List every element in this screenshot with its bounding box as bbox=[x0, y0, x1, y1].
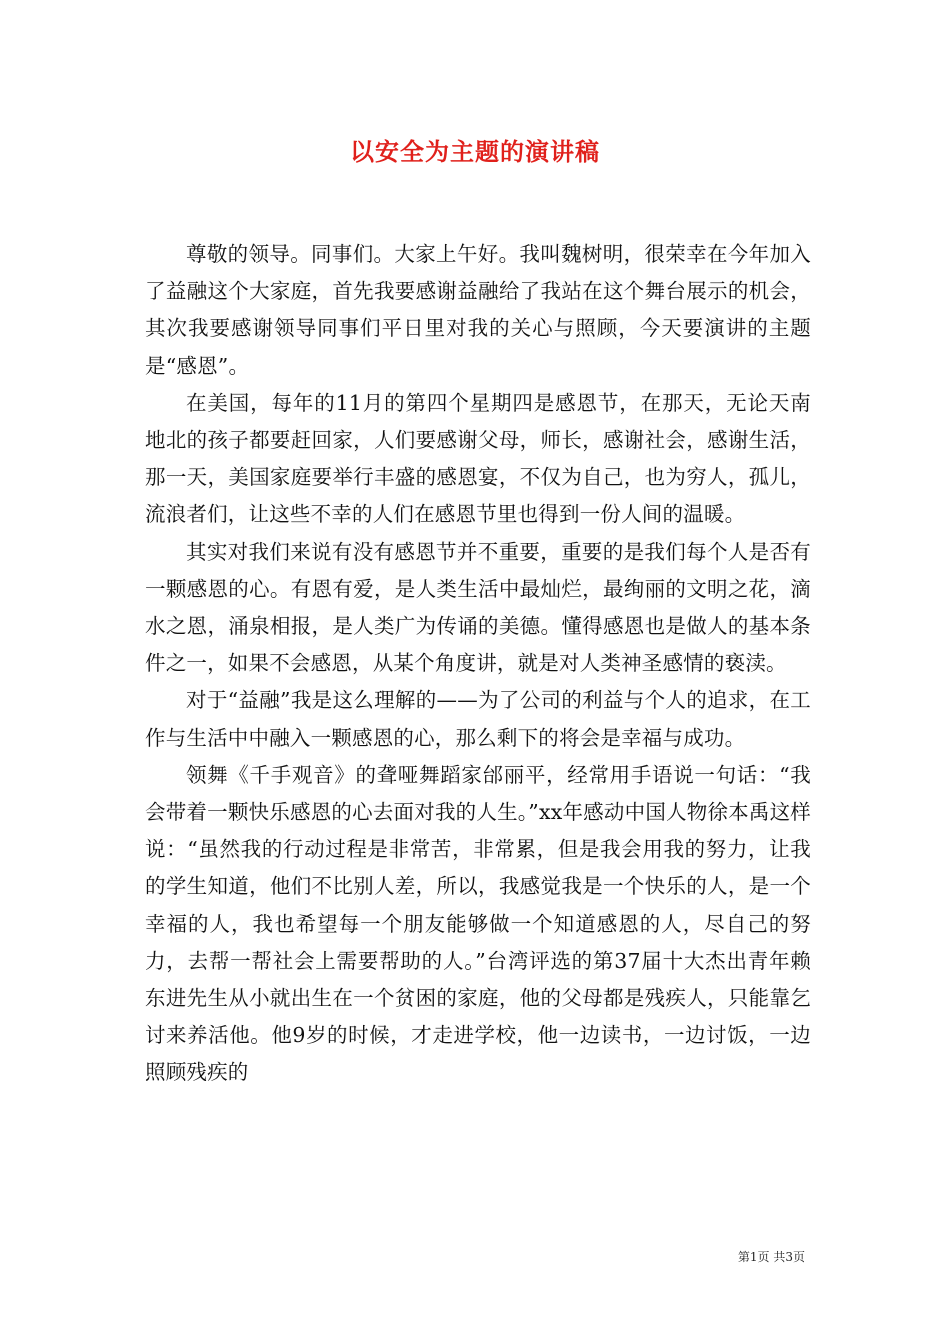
paragraph-3: 其实对我们来说有没有感恩节并不重要，重要的是我们每个人是否有一颗感恩的心。有恩有爱，是人类生活中最灿烂，最绚丽的文明之花，滴水之恩，涌泉相报，是人类广为传诵的美德。懂得感恩也是做人的基本条件之一，如果不会感恩，从某个角度讲，就是对人类神圣感情的亵渎。 bbox=[145, 539, 811, 676]
document-title: 以安全为主题的演讲稿 bbox=[350, 137, 600, 166]
paragraph-2: 在美国，每年的11月的第四个星期四是感恩节，在那天，无论天南地北的孩子都要赶回家，人们要感谢父母，师长，感谢社会，感谢生活，那一天，美国家庭要举行丰盛的感恩宴，不仅为自己，也为穷人，孤儿，流浪者们，让这些不幸的人们在感恩节里也得到一份人间的温暖。 bbox=[145, 390, 811, 527]
paragraph-1: 尊敬的领导。同事们。大家上午好。我叫魏树明，很荣幸在今年加入了益融这个大家庭，首先我要感谢益融给了我站在这个舞台展示的机会，其次我要感谢领导同事们平日里对我的关心与照顾，今天要演讲的主题是“感恩”。 bbox=[145, 242, 811, 378]
paragraph-5: 领舞《千手观音》的聋哑舞蹈家邰丽平，经常用手语说一句话：“我会带着一颗快乐感恩的心去面对我的人生。”xx年感动中国人物徐本禹这样说：“虽然我的行动过程是非常苦，非常累，但是我会用我的努力，让我的学生知道，他们不比别人差，所以，我感觉我是一个快乐的人，是一个幸福的人，我也希望每一个朋友能够做一个知道感恩的人，尽自己的努力，去帮一帮社会上需要帮助的人。”台湾评选的第37届十大杰出青年赖东进先生从小就出生在一个贫困的家庭，他的父母都是残疾人，只能靠乞讨来养活他。他9岁的时候，才走进学校，他一边读书，一边讨饭，一边照顾残疾的 bbox=[145, 762, 811, 1085]
page-number: 第1页 共3页 bbox=[737, 1250, 805, 1264]
paragraph-4: 对于“益融”我是这么理解的——为了公司的利益与个人的追求，在工作与生活中中融入一颗感恩的心，那么剩下的将会是幸福与成功。 bbox=[145, 688, 811, 750]
document-body bbox=[145, 236, 811, 1092]
